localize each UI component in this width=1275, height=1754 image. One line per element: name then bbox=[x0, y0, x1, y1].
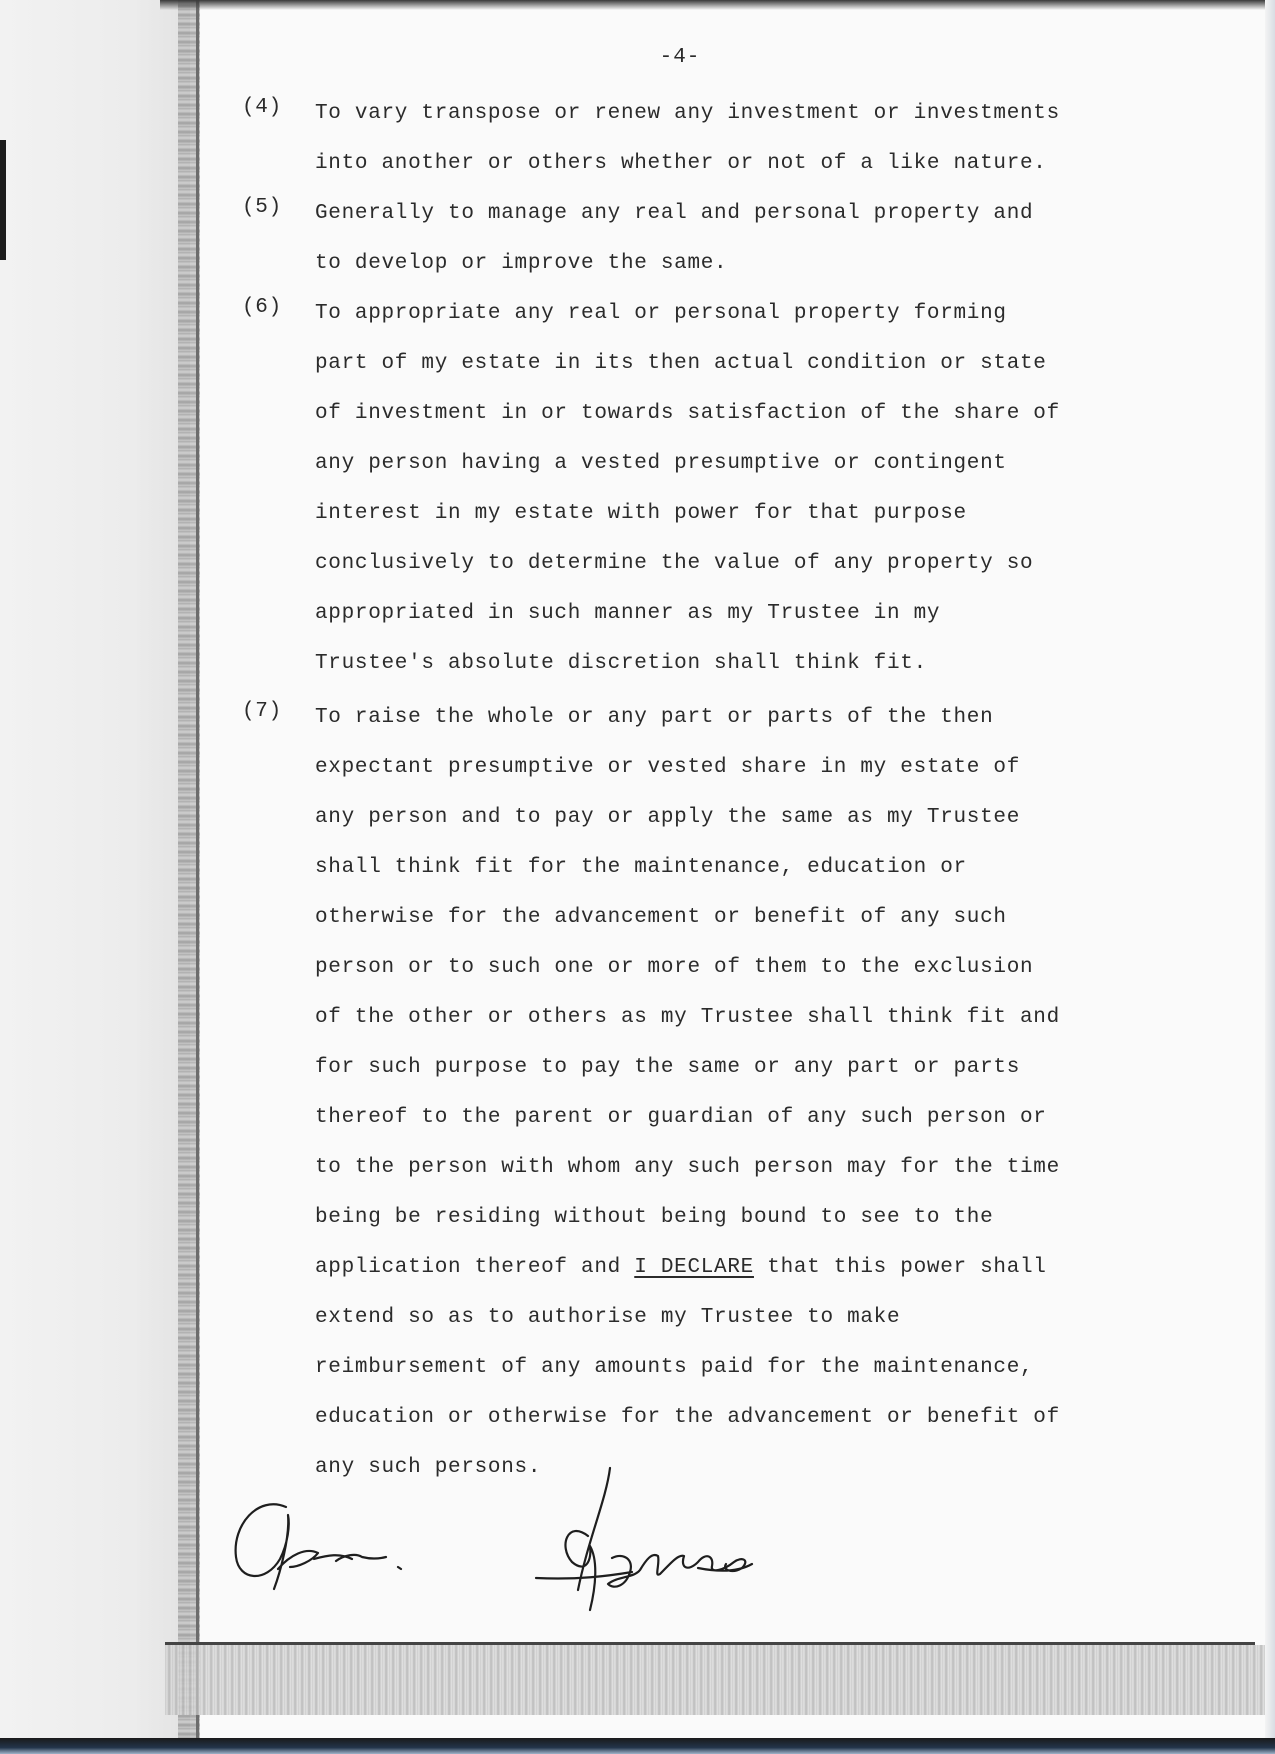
text-line: Trustee's absolute discretion shall think fit. bbox=[315, 652, 927, 675]
clause-number: (6) bbox=[242, 296, 282, 319]
left-scan-shadow bbox=[0, 140, 6, 260]
declare-line bbox=[315, 1250, 1195, 1300]
right-scan-edge bbox=[1265, 0, 1275, 1754]
page-number: -4- bbox=[659, 46, 701, 69]
clause-text bbox=[315, 196, 1195, 296]
text-line: of investment in or towards satisfaction of the share of bbox=[315, 402, 1060, 425]
text-line: To appropriate any real or personal property forming bbox=[315, 302, 1007, 325]
handwritten-signature-left bbox=[228, 1485, 453, 1595]
text-line: otherwise for the advancement or benefit of any such bbox=[315, 906, 1007, 929]
i-declare-underlined: I DECLARE bbox=[634, 1256, 754, 1279]
clause-number: (7) bbox=[242, 700, 282, 723]
text-line: thereof to the parent or guardian of any such person or bbox=[315, 1106, 1047, 1129]
text-line: appropriated in such manner as my Trustee in my bbox=[315, 602, 941, 625]
text-line: expectant presumptive or vested share in my estate of bbox=[315, 756, 1021, 779]
handwritten-signature-right bbox=[528, 1460, 763, 1620]
binding-edge bbox=[196, 0, 199, 1754]
text-line: extend so as to authorise my Trustee to make bbox=[315, 1306, 901, 1329]
footer-scan-noise bbox=[165, 1645, 1265, 1715]
text-line: To vary transpose or renew any investment or investments bbox=[315, 102, 1060, 125]
clause-number: (4) bbox=[242, 96, 282, 119]
bottom-scan-edge bbox=[0, 1738, 1275, 1754]
text-line: person or to such one or more of them to the exclusion bbox=[315, 956, 1034, 979]
clause-text bbox=[315, 296, 1195, 696]
text-line: conclusively to determine the value of any property so bbox=[315, 552, 1034, 575]
clause-text bbox=[315, 700, 1195, 1500]
text-line: into another or others whether or not of a like nature. bbox=[315, 152, 1047, 175]
clause-number: (5) bbox=[242, 196, 282, 219]
text-line: any person and to pay or apply the same as my Trustee bbox=[315, 806, 1021, 829]
text-line: education or otherwise for the advancement or benefit of bbox=[315, 1406, 1060, 1429]
text-line: reimbursement of any amounts paid for the maintenance, bbox=[315, 1356, 1034, 1379]
text-line: any such persons. bbox=[315, 1456, 542, 1479]
clause-text bbox=[315, 96, 1195, 196]
text-line: for such purpose to pay the same or any part or parts bbox=[315, 1056, 1021, 1079]
text-line: being be residing without being bound to see to the bbox=[315, 1206, 994, 1229]
text-line: part of my estate in its then actual condition or state bbox=[315, 352, 1047, 375]
text-line: To raise the whole or any part or parts of the then bbox=[315, 706, 994, 729]
text-line: Generally to manage any real and personal property and bbox=[315, 202, 1034, 225]
text-line: interest in my estate with power for that purpose bbox=[315, 502, 967, 525]
previous-sheet-edge bbox=[0, 0, 190, 1740]
text-line: to develop or improve the same. bbox=[315, 252, 728, 275]
top-scan-edge bbox=[160, 0, 1275, 10]
declare-line-start: application thereof and bbox=[315, 1256, 635, 1279]
text-line: any person having a vested presumptive or contingent bbox=[315, 452, 1007, 475]
text-line: shall think fit for the maintenance, education or bbox=[315, 856, 967, 879]
text-line: to the person with whom any such person may for the time bbox=[315, 1156, 1060, 1179]
declare-line-end: that this power shall bbox=[753, 1256, 1047, 1279]
text-line: of the other or others as my Trustee shall think fit and bbox=[315, 1006, 1060, 1029]
